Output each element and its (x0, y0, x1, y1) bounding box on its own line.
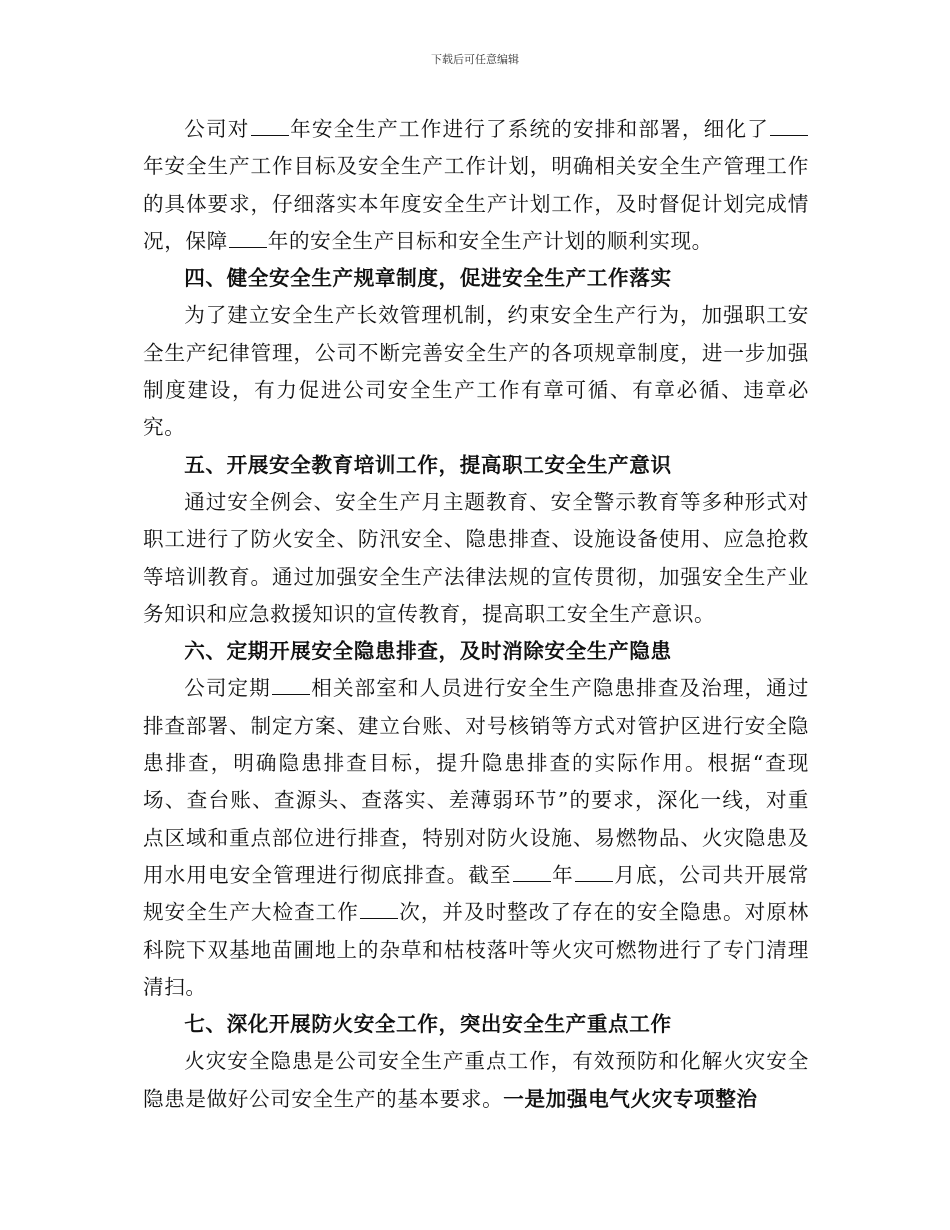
paragraph-text: 公司定期 (184, 676, 271, 701)
section-heading: 六、定期开展安全隐患排查，及时消除安全生产隐患 (184, 639, 672, 664)
body-paragraph (143, 670, 809, 1006)
paragraph-text: 相关部室和人员进行安全生产隐患排查及治理，通过排查部署、制定方案、建立台账、对号核销等方式对管护区进行安全隐患排查，明确隐患排查目标，提升隐患排查的实际作用。根据“查现场、查台账、查源头、查落实、差薄弱环节”的要求，深化一线，对重点区域和重点部位进行排查，特别对防火设施、易燃物品、火灾隐患及用水用电安全管理进行彻底排查。截至 (143, 676, 809, 887)
document-body (143, 111, 809, 1118)
paragraph-text: 公司对 (184, 117, 250, 141)
paragraph-text: 年 (551, 862, 574, 887)
fill-in-blank (513, 861, 551, 882)
emphasis-text: 一是加强电气火灾专项整治 (503, 1086, 758, 1111)
paragraph-text: 火灾安全隐患是公司安全生产重点工作，有效预防和化解火灾安全隐患是做好公司安全生产的基本要求。 (143, 1049, 809, 1111)
fill-in-blank (229, 227, 267, 248)
paragraph-text: 为了建立安全生产长效管理机制，约束安全生产行为，加强职工安全生产纪律管理，公司不断完善安全生产的各项规章制度，进一步加强制度建设，有力促进公司安全生产工作有章可循、有章必循、违章必究。 (143, 303, 809, 440)
fill-in-blank (360, 898, 398, 919)
paragraph-text: 月底，公司共开展常规安全生产大检查工作 (143, 862, 809, 925)
paragraph-text: 年安全生产工作进行了系统的安排和部署，细化了 (289, 117, 769, 141)
fill-in-blank (575, 861, 613, 882)
paragraph-text: 通过安全例会、安全生产月主题教育、安全警示教育等多种形式对职工进行了防火安全、防汛安全、隐患排查、设施设备使用、应急抢救等培训教育。通过加强安全生产法律法规的宣传贯彻，加强安全生产业务知识和应急救援知识的宣传教育，提高职工安全生产意识。 (143, 489, 809, 626)
fill-in-blank (770, 115, 808, 136)
body-paragraph (143, 297, 809, 446)
body-paragraph (143, 111, 809, 260)
page-header: 下载后可任意编辑 (431, 53, 519, 66)
section-heading: 七、深化开展防火安全工作，突出安全生产重点工作 (184, 1012, 672, 1037)
fill-in-blank (272, 674, 310, 695)
body-paragraph (143, 484, 809, 633)
paragraph-text: 年安全生产工作目标及安全生产工作计划，明确相关安全生产管理工作的具体要求，仔细落实本年度安全生产计划工作，及时督促计划完成情况，保障 (143, 154, 809, 253)
section-heading: 五、开展安全教育培训工作，提高职工安全生产意识 (184, 452, 672, 477)
section-heading: 四、健全安全生产规章制度，促进安全生产工作落实 (184, 266, 672, 291)
body-paragraph (143, 1043, 809, 1118)
paragraph-text: 年的安全生产目标和安全生产计划的顺利实现。 (267, 228, 713, 253)
fill-in-blank (251, 115, 289, 136)
paragraph-text: 次，并及时整改了存在的安全隐患。对原林科院下双基地苗圃地上的杂草和枯枝落叶等火灾可燃物进行了专门清理清扫。 (143, 900, 809, 999)
